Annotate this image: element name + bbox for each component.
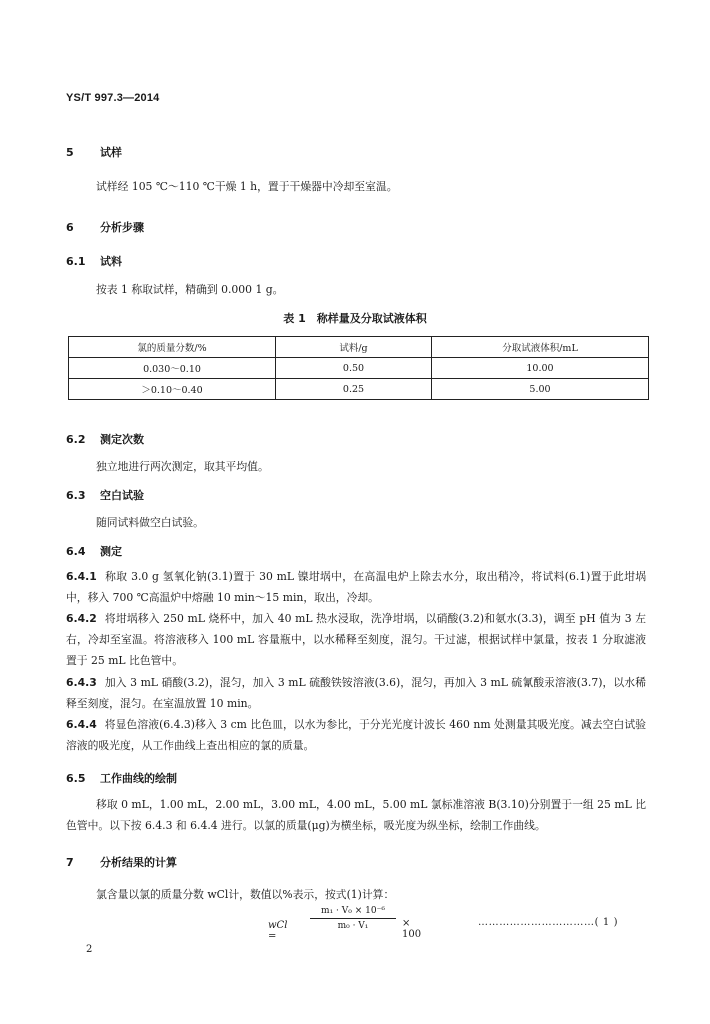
section-title: 分析步骤 — [100, 221, 144, 234]
table-header-row — [69, 337, 649, 358]
section-number: 6.1 — [66, 255, 86, 268]
header-cell: 分取试液体积/mL — [432, 337, 649, 358]
section-6-2-text: 独立地进行两次测定，取其平均值。 — [96, 460, 269, 473]
header-cell: 氯的质量分数/% — [69, 337, 276, 358]
table-cell: 0.030～0.10 — [69, 358, 276, 379]
section-title: 测定次数 — [100, 433, 144, 446]
clause-text: 将坩埚移入 250 mL 烧杯中，加入 40 mL 热水浸取，洗净坩埚，以硝酸(3.2)和氨水(3.3)，调至 pH 值为 3 左右，冷却至室温。将溶液移入 100 mL 容量瓶中，以水稀释至刻度，混匀。干过滤，根据试样中氯量，按表 1 分取滤液置于 25 mL 比色管中。 — [66, 612, 646, 667]
leader-dots: …………………………… — [478, 917, 595, 928]
formula-leader — [478, 917, 618, 928]
section-6-3-text: 随同试料做空白试验。 — [96, 516, 204, 529]
section-title: 试料 — [100, 255, 122, 268]
section-6-5-heading — [66, 770, 177, 786]
table-cell: ＞0.10～0.40 — [69, 379, 276, 400]
table-cell: 0.50 — [276, 358, 432, 379]
section-6-3-heading — [66, 487, 144, 503]
section-number: 6.2 — [66, 433, 86, 446]
section-7-text: 氯含量以氯的质量分数 wCl计，数值以%表示，按式(1)计算： — [96, 888, 395, 901]
table-cell: 0.25 — [276, 379, 432, 400]
formula-denominator: m₀ · V₁ — [337, 921, 369, 931]
section-title: 测定 — [100, 545, 122, 558]
section-7-heading — [66, 854, 177, 870]
section-number: 6.5 — [66, 772, 86, 785]
table-1-caption: 表 1 称样量及分取试液体积 — [283, 312, 427, 325]
clause-number: 6.4.1 — [66, 570, 97, 583]
section-6-1-text: 按表 1 称取试样，精确到 0.000 1 g。 — [96, 283, 284, 296]
table-cell: 10.00 — [432, 358, 649, 379]
section-number: 6.4 — [66, 545, 86, 558]
section-5-text: 试样经 105 ℃～110 ℃干燥 1 h，置于干燥器中冷却至室温。 — [96, 180, 398, 193]
clause-text: 加入 3 mL 硝酸(3.2)，混匀，加入 3 mL 硫酸铁铵溶液(3.6)，混匀，再加入 3 mL 硫氰酸汞溶液(3.7)，以水稀释至刻度，混匀。在室温放置 10 min。 — [66, 676, 646, 710]
page-number: 2 — [86, 944, 93, 955]
section-6-heading — [66, 219, 144, 235]
table-cell: 5.00 — [432, 379, 649, 400]
section-5-heading — [66, 144, 122, 160]
section-title: 试样 — [100, 146, 122, 159]
formula-lhs: wCl = — [268, 920, 288, 942]
clause-6-4-2 — [66, 608, 646, 671]
section-6-1-heading — [66, 253, 122, 269]
fraction-bar — [310, 918, 396, 919]
table-row — [69, 358, 649, 379]
clause-6-4-4 — [66, 714, 646, 756]
standard-id: YS/T 997.3—2014 — [66, 92, 160, 104]
section-6-5-text: 移取 0 mL，1.00 mL，2.00 mL，3.00 mL，4.00 mL，5.00 mL 氯标准溶液 B(3.10)分别置于一组 25 mL 比色管中。以下按 6.4.3 和 6.4.4 进行。以氯的质量(μg)为横坐标，吸光度为纵坐标，绘制工作曲线。 — [66, 798, 646, 832]
section-number: 7 — [66, 856, 74, 869]
table-row — [69, 379, 649, 400]
section-number: 6 — [66, 221, 74, 234]
clause-number: 6.4.4 — [66, 718, 97, 731]
section-number: 5 — [66, 146, 74, 159]
section-6-2-heading — [66, 431, 144, 447]
section-title: 空白试验 — [100, 489, 144, 502]
section-title: 分析结果的计算 — [100, 856, 177, 869]
table-1 — [68, 336, 649, 400]
section-title: 工作曲线的绘制 — [100, 772, 177, 785]
clause-text: 将显色溶液(6.4.3)移入 3 cm 比色皿，以水为参比，于分光光度计波长 460 nm 处测量其吸光度。减去空白试验溶液的吸光度，从工作曲线上查出相应的氯的质量。 — [66, 718, 646, 752]
formula-numerator: m₁ · V₀ × 10⁻⁶ — [321, 906, 385, 916]
formula-times-100: × 100 — [402, 918, 422, 940]
clause-6-4-3 — [66, 672, 646, 714]
clause-6-4-1 — [66, 566, 646, 608]
clause-number: 6.4.3 — [66, 676, 97, 689]
header-cell: 试料/g — [276, 337, 432, 358]
formula-label: ( 1 ) — [594, 917, 619, 928]
clause-text: 称取 3.0 g 氢氧化钠(3.1)置于 30 mL 镍坩埚中，在高温电炉上除去水分，取出稍冷，将试料(6.1)置于此坩埚中，移入 700 ℃高温炉中熔融 10 min～15 min，取出，冷却。 — [66, 570, 646, 604]
clause-number: 6.4.2 — [66, 612, 97, 625]
section-number: 6.3 — [66, 489, 86, 502]
section-6-4-heading — [66, 543, 122, 559]
formula-fraction — [310, 906, 396, 931]
